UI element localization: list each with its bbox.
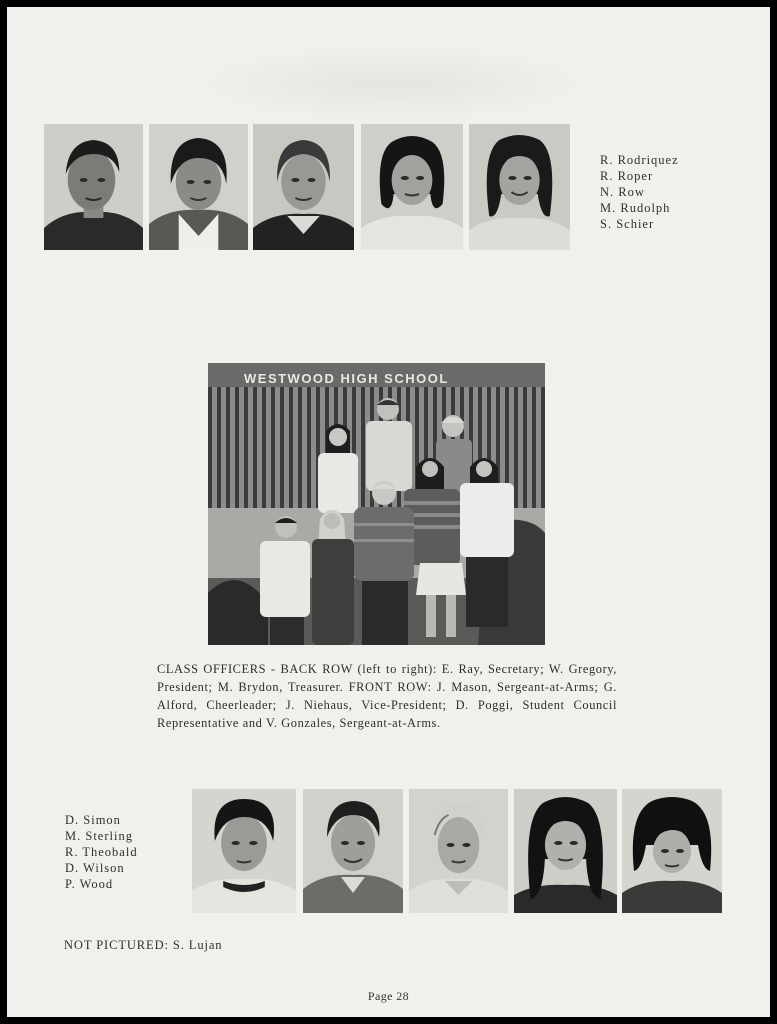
portrait-photo (409, 789, 508, 913)
portrait-photo (361, 124, 463, 250)
portrait-photo (44, 124, 143, 250)
page-number: Page 28 (367, 989, 410, 1003)
name-entry: P. Wood (65, 877, 114, 891)
name-entry: N. Row (600, 185, 645, 199)
name-entry: R. Theobald (65, 845, 138, 859)
portrait-photo (303, 789, 403, 913)
portrait-photo (192, 789, 296, 913)
name-entry: M. Sterling (65, 829, 133, 843)
yearbook-page (7, 7, 770, 1017)
not-pictured-note: NOT PICTURED: S. Lujan (64, 938, 223, 952)
portrait-photo (622, 789, 722, 913)
portrait-photo (149, 124, 248, 250)
name-entry: D. Simon (65, 813, 121, 827)
name-entry: R. Rodriquez (600, 153, 679, 167)
portrait-photo (469, 124, 570, 250)
portrait-photo (253, 124, 354, 250)
bleed-through-title (192, 45, 592, 123)
name-entry: S. Schier (600, 217, 655, 231)
class-officers-photo (208, 363, 545, 645)
name-entry: M. Rudolph (600, 201, 671, 215)
portrait-photo (514, 789, 617, 913)
school-sign-text: WESTWOOD HIGH SCHOOL (244, 371, 449, 386)
top-row-name-list (600, 152, 679, 232)
name-entry: R. Roper (600, 169, 654, 183)
bottom-row-name-list (65, 812, 138, 892)
photo-caption: CLASS OFFICERS - BACK ROW (left to right): E. Ray, Secretary; W. Gregory, President; M. Brydon, Treasurer. FRONT ROW: J. Mason, Sergeant-at-Arms; G. Alford, Cheerleader; J. Niehaus, Vice-President; D. Poggi, Student Council Representative and V. Gonzales, Sergeant-at-Arms. (157, 662, 617, 730)
name-entry: D. Wilson (65, 861, 125, 875)
